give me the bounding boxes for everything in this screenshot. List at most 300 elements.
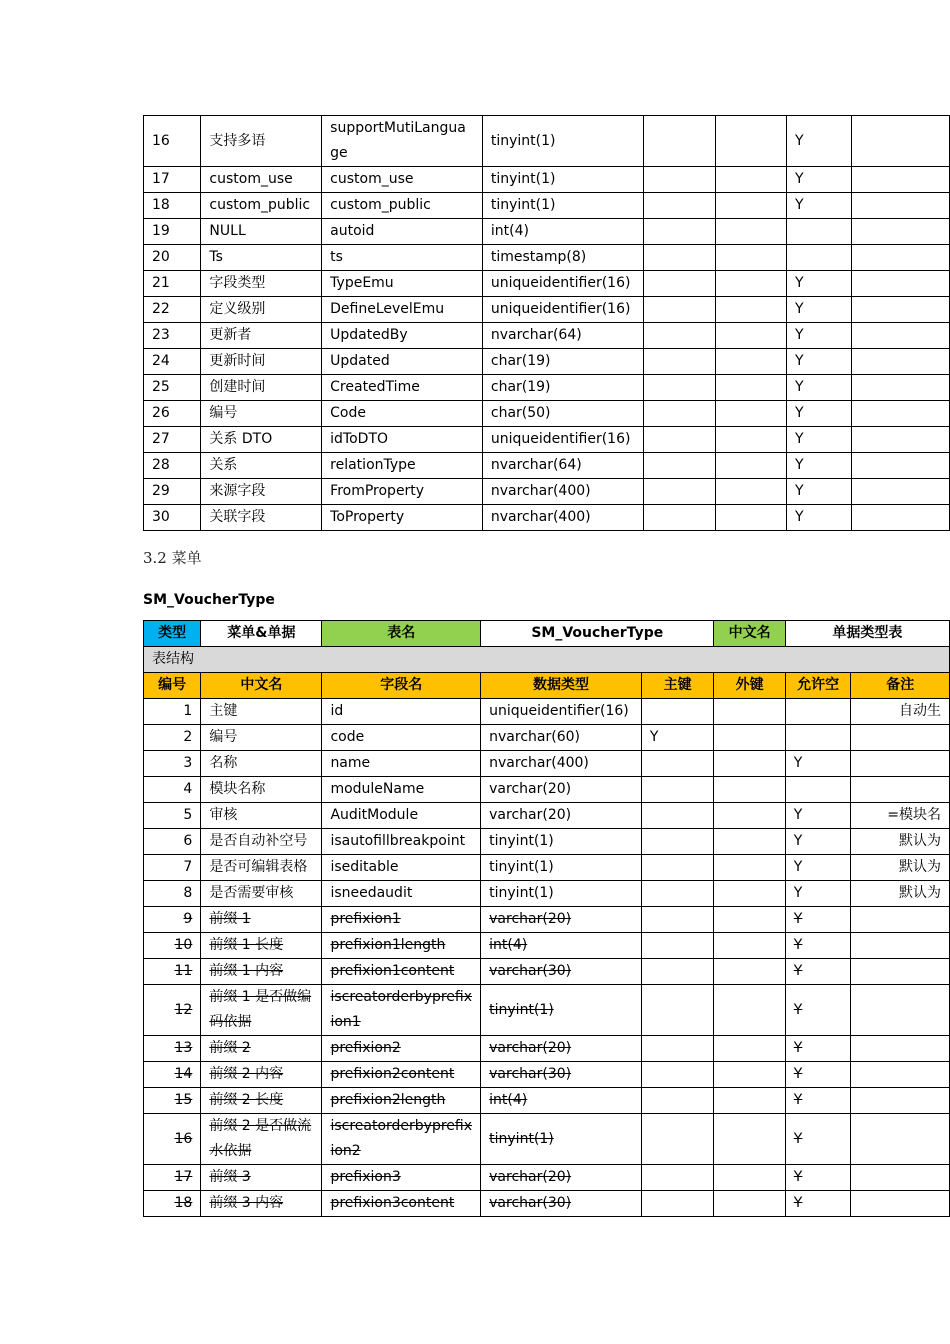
cell-pk <box>643 505 716 531</box>
cell-fk <box>716 505 787 531</box>
cell-type: tinyint(1) <box>481 855 642 881</box>
cell-type: char(19) <box>482 375 643 401</box>
cell-nullable: Y <box>785 1062 851 1088</box>
cell-nullable: Y <box>787 116 852 167</box>
cell-no: 17 <box>144 167 201 193</box>
table-row <box>144 959 950 985</box>
cell-no: 6 <box>144 829 201 855</box>
cell-fk <box>714 777 785 803</box>
cell-field: FromProperty <box>322 479 483 505</box>
cell-field: id <box>322 699 481 725</box>
cell-pk <box>643 401 716 427</box>
cell-fk <box>716 427 787 453</box>
cell-field: autoid <box>322 219 483 245</box>
cell-note <box>851 959 950 985</box>
cell-type: varchar(30) <box>481 959 642 985</box>
table-row <box>144 829 950 855</box>
table-row <box>144 375 950 401</box>
table-row <box>144 1088 950 1114</box>
cell-cn: 支持多语 <box>201 116 322 167</box>
cell-type: tinyint(1) <box>481 1114 642 1165</box>
cell-nullable: Y <box>787 193 852 219</box>
cell-pk <box>641 1191 714 1217</box>
cell-field: isneedaudit <box>322 881 481 907</box>
table-row <box>144 907 950 933</box>
cell-nullable: Y <box>785 855 851 881</box>
cell-no: 17 <box>144 1165 201 1191</box>
cell-note <box>852 167 950 193</box>
cell-nullable: Y <box>787 297 852 323</box>
cell-cn: 关联字段 <box>201 505 322 531</box>
cell-field: ts <box>322 245 483 271</box>
cell-fk <box>714 1088 785 1114</box>
cell-type: varchar(20) <box>481 803 642 829</box>
cell-pk <box>643 271 716 297</box>
structure-label: 表结构 <box>144 647 950 673</box>
table-row <box>144 323 950 349</box>
cell-type: varchar(30) <box>481 1191 642 1217</box>
col-header-fk: 外键 <box>714 673 785 699</box>
cell-fk <box>714 1165 785 1191</box>
cell-field: prefixion3content <box>322 1191 481 1217</box>
cell-pk <box>641 855 714 881</box>
cell-cn: custom_use <box>201 167 322 193</box>
cell-note <box>852 453 950 479</box>
cell-no: 18 <box>144 193 201 219</box>
table-row <box>144 193 950 219</box>
cell-fk <box>716 116 787 167</box>
cell-field: supportMutiLanguage <box>322 116 483 167</box>
cell-nullable: Y <box>787 349 852 375</box>
cell-note: 默认为 <box>851 829 950 855</box>
cell-note <box>852 323 950 349</box>
cell-cn: 前缀 2 <box>201 1036 322 1062</box>
cell-cn: 关系 <box>201 453 322 479</box>
cell-field: DefineLevelEmu <box>322 297 483 323</box>
cell-note <box>851 933 950 959</box>
cell-fk <box>714 699 785 725</box>
cell-nullable: Y <box>785 1088 851 1114</box>
cell-type: nvarchar(64) <box>482 453 643 479</box>
cell-nullable <box>785 725 851 751</box>
cell-field: AuditModule <box>322 803 481 829</box>
cell-pk <box>643 297 716 323</box>
table-row <box>144 1114 950 1165</box>
cell-type: int(4) <box>481 1088 642 1114</box>
cell-type: varchar(20) <box>481 1165 642 1191</box>
cell-type: uniqueidentifier(16) <box>481 699 642 725</box>
cell-no: 9 <box>144 907 201 933</box>
cell-nullable: Y <box>787 271 852 297</box>
table-row <box>144 479 950 505</box>
cell-fk <box>714 725 785 751</box>
table-row <box>144 725 950 751</box>
col-header-note: 备注 <box>851 673 950 699</box>
cell-no: 28 <box>144 453 201 479</box>
cell-no: 12 <box>144 985 201 1036</box>
table-row <box>144 777 950 803</box>
cell-type: char(19) <box>482 349 643 375</box>
cell-field: isautofillbreakpoint <box>322 829 481 855</box>
cell-note <box>852 116 950 167</box>
cell-fk <box>716 245 787 271</box>
cell-pk <box>643 427 716 453</box>
table-row <box>144 505 950 531</box>
cell-cn: 前缀 1 <box>201 907 322 933</box>
cell-cn: NULL <box>201 219 322 245</box>
cell-pk <box>641 829 714 855</box>
cell-pk <box>641 777 714 803</box>
table-row <box>144 933 950 959</box>
cell-pk <box>641 699 714 725</box>
cell-fk <box>714 933 785 959</box>
cell-pk <box>643 375 716 401</box>
cell-pk <box>641 985 714 1036</box>
table-row <box>144 985 950 1036</box>
cell-note <box>851 1165 950 1191</box>
cell-note <box>852 505 950 531</box>
cell-type: nvarchar(64) <box>482 323 643 349</box>
cell-fk <box>716 323 787 349</box>
cell-nullable: Y <box>787 401 852 427</box>
cell-nullable: Y <box>785 881 851 907</box>
cell-cn: 编号 <box>201 401 322 427</box>
cell-fk <box>714 907 785 933</box>
cell-note: =模块名 <box>851 803 950 829</box>
cell-type: nvarchar(60) <box>481 725 642 751</box>
type-label: 类型 <box>144 621 201 647</box>
cell-type: tinyint(1) <box>481 985 642 1036</box>
cell-field: prefixion3 <box>322 1165 481 1191</box>
cell-nullable: Y <box>787 427 852 453</box>
cell-type: varchar(20) <box>481 777 642 803</box>
cn-label: 中文名 <box>714 621 785 647</box>
cell-pk <box>641 751 714 777</box>
cell-cn: 主键 <box>201 699 322 725</box>
cell-note <box>852 245 950 271</box>
cell-nullable: Y <box>785 1165 851 1191</box>
cn-value: 单据类型表 <box>785 621 949 647</box>
cell-cn: 是否可编辑表格 <box>201 855 322 881</box>
cell-no: 3 <box>144 751 201 777</box>
cell-note <box>852 219 950 245</box>
cell-note <box>852 401 950 427</box>
cell-nullable: Y <box>787 167 852 193</box>
cell-field: prefixion1 <box>322 907 481 933</box>
cell-no: 30 <box>144 505 201 531</box>
cell-note <box>851 1062 950 1088</box>
cell-cn: 创建时间 <box>201 375 322 401</box>
cell-cn: custom_public <box>201 193 322 219</box>
cell-field: iscreatorderbyprefixion2 <box>322 1114 481 1165</box>
cell-fk <box>714 1062 785 1088</box>
cell-note <box>851 907 950 933</box>
cell-fk <box>714 1114 785 1165</box>
cell-nullable: Y <box>785 907 851 933</box>
cell-fk <box>714 829 785 855</box>
cell-field: Updated <box>322 349 483 375</box>
col-header-field: 字段名 <box>322 673 481 699</box>
cell-note: 默认为 <box>851 881 950 907</box>
cell-no: 1 <box>144 699 201 725</box>
cell-no: 2 <box>144 725 201 751</box>
cell-cn: Ts <box>201 245 322 271</box>
cell-nullable: Y <box>787 375 852 401</box>
cell-no: 24 <box>144 349 201 375</box>
cell-cn: 前缀 1 是否做编码依据 <box>201 985 322 1036</box>
cell-nullable: Y <box>785 933 851 959</box>
cell-nullable: Y <box>785 803 851 829</box>
cell-field: code <box>322 725 481 751</box>
cell-fk <box>716 453 787 479</box>
cell-no: 29 <box>144 479 201 505</box>
col-header-nullable: 允许空 <box>785 673 851 699</box>
cell-nullable: Y <box>787 323 852 349</box>
cell-type: int(4) <box>482 219 643 245</box>
cell-cn: 前缀 3 内容 <box>201 1191 322 1217</box>
cell-pk <box>643 323 716 349</box>
cell-field: prefixion2content <box>322 1062 481 1088</box>
type-value: 菜单&单据 <box>201 621 322 647</box>
cell-type: tinyint(1) <box>482 193 643 219</box>
cell-type: varchar(20) <box>481 907 642 933</box>
cell-cn: 前缀 1 内容 <box>201 959 322 985</box>
cell-cn: 字段类型 <box>201 271 322 297</box>
table-row <box>144 219 950 245</box>
cell-nullable: Y <box>785 1036 851 1062</box>
cell-pk <box>641 1062 714 1088</box>
section-heading: 3.2 菜单 <box>143 549 202 567</box>
cell-note: 自动生 <box>851 699 950 725</box>
cell-nullable: Y <box>785 959 851 985</box>
cell-field: relationType <box>322 453 483 479</box>
cell-fk <box>714 1036 785 1062</box>
cell-note <box>851 777 950 803</box>
table-meta-row <box>144 621 950 647</box>
cell-type: int(4) <box>481 933 642 959</box>
cell-cn: 是否需要审核 <box>201 881 322 907</box>
cell-nullable: Y <box>785 1191 851 1217</box>
cell-type: timestamp(8) <box>482 245 643 271</box>
col-header-cn: 中文名 <box>201 673 322 699</box>
cell-no: 5 <box>144 803 201 829</box>
cell-cn: 前缀 1 长度 <box>201 933 322 959</box>
table-row <box>144 271 950 297</box>
cell-pk <box>641 1088 714 1114</box>
table-row <box>144 1036 950 1062</box>
col-header-pk: 主键 <box>641 673 714 699</box>
table-row <box>144 453 950 479</box>
cell-pk <box>643 453 716 479</box>
cell-type: tinyint(1) <box>482 167 643 193</box>
table-row <box>144 855 950 881</box>
cell-nullable: Y <box>787 453 852 479</box>
cell-cn: 是否自动补空号 <box>201 829 322 855</box>
table-name-heading: SM_VoucherType <box>143 592 275 608</box>
cell-no: 21 <box>144 271 201 297</box>
cell-no: 8 <box>144 881 201 907</box>
field-table-continued <box>143 115 950 531</box>
cell-cn: 前缀 2 长度 <box>201 1088 322 1114</box>
cell-fk <box>716 297 787 323</box>
table-row <box>144 245 950 271</box>
cell-field: ToProperty <box>322 505 483 531</box>
cell-pk <box>643 349 716 375</box>
cell-no: 11 <box>144 959 201 985</box>
cell-note <box>851 725 950 751</box>
cell-cn: 定义级别 <box>201 297 322 323</box>
cell-field: prefixion1length <box>322 933 481 959</box>
cell-no: 15 <box>144 1088 201 1114</box>
cell-note <box>851 1191 950 1217</box>
cell-nullable: Y <box>787 479 852 505</box>
cell-cn: 来源字段 <box>201 479 322 505</box>
cell-nullable: Y <box>785 751 851 777</box>
cell-field: idToDTO <box>322 427 483 453</box>
cell-pk <box>643 245 716 271</box>
cell-type: uniqueidentifier(16) <box>482 297 643 323</box>
cell-pk: Y <box>641 725 714 751</box>
cell-cn: 更新时间 <box>201 349 322 375</box>
cell-no: 19 <box>144 219 201 245</box>
cell-nullable: Y <box>785 1114 851 1165</box>
cell-field: TypeEmu <box>322 271 483 297</box>
cell-fk <box>714 959 785 985</box>
cell-fk <box>714 985 785 1036</box>
cell-fk <box>716 479 787 505</box>
cell-cn: 前缀 2 是否做流水依据 <box>201 1114 322 1165</box>
col-header-type: 数据类型 <box>481 673 642 699</box>
cell-nullable <box>787 245 852 271</box>
cell-fk <box>714 751 785 777</box>
cell-field: custom_use <box>322 167 483 193</box>
cell-fk <box>716 271 787 297</box>
cell-type: nvarchar(400) <box>481 751 642 777</box>
cell-type: varchar(30) <box>481 1062 642 1088</box>
cell-fk <box>716 401 787 427</box>
cell-nullable: Y <box>785 829 851 855</box>
cell-fk <box>714 881 785 907</box>
cell-fk <box>714 1191 785 1217</box>
cell-note <box>852 375 950 401</box>
cell-cn: 更新者 <box>201 323 322 349</box>
cell-no: 26 <box>144 401 201 427</box>
cell-type: tinyint(1) <box>481 829 642 855</box>
cell-fk <box>716 375 787 401</box>
cell-no: 14 <box>144 1062 201 1088</box>
cell-pk <box>641 803 714 829</box>
cell-type: uniqueidentifier(16) <box>482 271 643 297</box>
cell-no: 25 <box>144 375 201 401</box>
cell-field: Code <box>322 401 483 427</box>
table-value: SM_VoucherType <box>481 621 714 647</box>
cell-pk <box>643 167 716 193</box>
cell-pk <box>643 193 716 219</box>
table-row <box>144 349 950 375</box>
cell-note <box>851 1088 950 1114</box>
cell-fk <box>716 219 787 245</box>
structure-row <box>144 647 950 673</box>
cell-cn: 审核 <box>201 803 322 829</box>
cell-note <box>851 751 950 777</box>
cell-pk <box>641 1165 714 1191</box>
cell-no: 16 <box>144 1114 201 1165</box>
cell-no: 27 <box>144 427 201 453</box>
column-header-row <box>144 673 950 699</box>
table-row <box>144 1062 950 1088</box>
cell-note <box>852 297 950 323</box>
cell-fk <box>714 855 785 881</box>
cell-field: name <box>322 751 481 777</box>
cell-field: CreatedTime <box>322 375 483 401</box>
cell-fk <box>716 193 787 219</box>
cell-no: 4 <box>144 777 201 803</box>
cell-pk <box>641 907 714 933</box>
cell-note <box>852 427 950 453</box>
cell-type: tinyint(1) <box>482 116 643 167</box>
cell-pk <box>641 959 714 985</box>
cell-nullable <box>787 219 852 245</box>
cell-type: varchar(20) <box>481 1036 642 1062</box>
cell-cn: 模块名称 <box>201 777 322 803</box>
cell-note <box>852 193 950 219</box>
cell-pk <box>643 479 716 505</box>
cell-pk <box>641 1114 714 1165</box>
table-row <box>144 751 950 777</box>
cell-field: custom_public <box>322 193 483 219</box>
voucher-type-table <box>143 620 950 1217</box>
cell-no: 10 <box>144 933 201 959</box>
cell-nullable <box>785 699 851 725</box>
cell-pk <box>643 116 716 167</box>
cell-no: 18 <box>144 1191 201 1217</box>
cell-note: 默认为 <box>851 855 950 881</box>
cell-pk <box>643 219 716 245</box>
cell-cn: 前缀 2 内容 <box>201 1062 322 1088</box>
cell-no: 16 <box>144 116 201 167</box>
table-label: 表名 <box>322 621 481 647</box>
cell-type: nvarchar(400) <box>482 505 643 531</box>
cell-fk <box>716 167 787 193</box>
cell-cn: 前缀 3 <box>201 1165 322 1191</box>
cell-no: 22 <box>144 297 201 323</box>
cell-nullable: Y <box>787 505 852 531</box>
cell-type: char(50) <box>482 401 643 427</box>
cell-no: 7 <box>144 855 201 881</box>
table-row <box>144 427 950 453</box>
cell-fk <box>714 803 785 829</box>
cell-note <box>852 349 950 375</box>
cell-field: iscreatorderbyprefixion1 <box>322 985 481 1036</box>
cell-type: nvarchar(400) <box>482 479 643 505</box>
cell-no: 13 <box>144 1036 201 1062</box>
table-row <box>144 1191 950 1217</box>
cell-no: 20 <box>144 245 201 271</box>
cell-nullable: Y <box>785 985 851 1036</box>
cell-type: tinyint(1) <box>481 881 642 907</box>
cell-pk <box>641 933 714 959</box>
cell-field: prefixion2 <box>322 1036 481 1062</box>
table-row <box>144 803 950 829</box>
cell-note <box>851 1036 950 1062</box>
cell-field: prefixion1content <box>322 959 481 985</box>
cell-cn: 关系 DTO <box>201 427 322 453</box>
table-row <box>144 699 950 725</box>
table-row <box>144 297 950 323</box>
cell-cn: 编号 <box>201 725 322 751</box>
cell-pk <box>641 881 714 907</box>
table-row <box>144 1165 950 1191</box>
